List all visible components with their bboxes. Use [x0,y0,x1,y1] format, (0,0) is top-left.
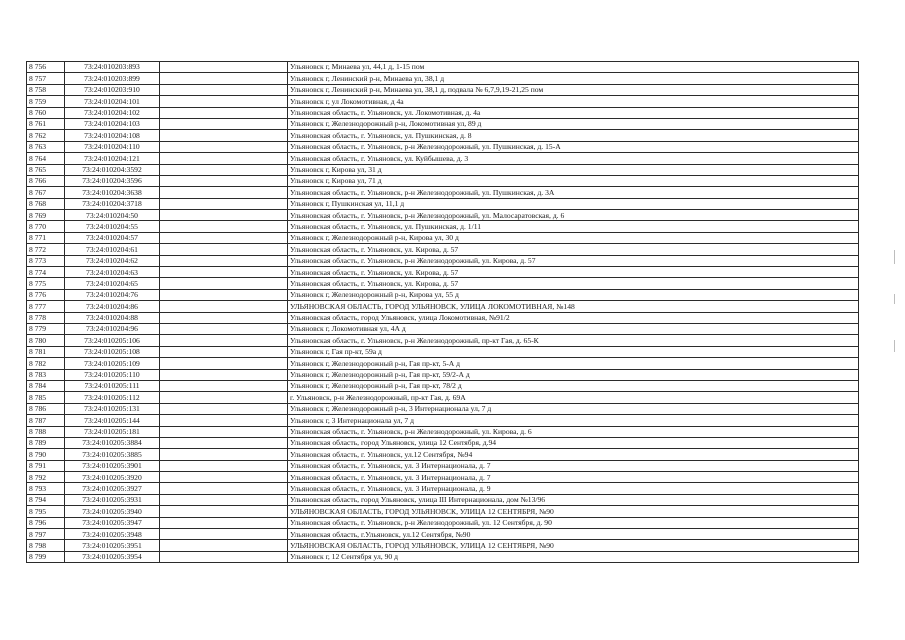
cadastral-number-cell: 73:24:010205:3947 [65,517,160,528]
empty-cell [160,551,288,562]
row-number-cell: 8 795 [27,506,65,517]
row-number-cell: 8 788 [27,426,65,437]
row-number-cell: 8 785 [27,392,65,403]
address-cell: Ульяновская область, г. Ульяновск, ул. Кирова, д. 57 [288,267,859,278]
cadastral-number-cell: 73:24:010205:111 [65,380,160,391]
cadastral-number-cell: 73:24:010204:62 [65,255,160,266]
cadastral-number-cell: 73:24:010204:65 [65,278,160,289]
empty-cell [160,164,288,175]
table-row [27,506,859,517]
cadastral-number-cell: 73:24:010203:899 [65,73,160,84]
empty-cell [160,335,288,346]
cadastral-number-cell: 73:24:010204:57 [65,232,160,243]
table-row [27,494,859,505]
address-cell: Ульяновская область, г. Ульяновск, ул. Кирова, д. 57 [288,244,859,255]
cadastral-number-cell: 73:24:010204:102 [65,107,160,118]
address-cell: Ульяновская область, г. Ульяновск, р-н Железнодорожный, ул. Малосаратовская, д. 6 [288,210,859,221]
empty-cell [160,449,288,460]
row-number-cell: 8 786 [27,403,65,414]
cadastral-number-cell: 73:24:010205:3927 [65,483,160,494]
table-row [27,312,859,323]
cadastral-number-cell: 73:24:010204:101 [65,96,160,107]
cadastral-number-cell: 73:24:010204:3718 [65,198,160,209]
table-row [27,460,859,471]
row-number-cell: 8 798 [27,540,65,551]
empty-cell [160,289,288,300]
address-cell: Ульяновская область, г. Ульяновск, р-н Железнодорожный, ул. Кирова, д. 6 [288,426,859,437]
row-number-cell: 8 791 [27,460,65,471]
row-number-cell: 8 782 [27,358,65,369]
address-cell: г. Ульяновск, р-н Железнодорожный, пр-кт Гая, д. 69А [288,392,859,403]
empty-cell [160,187,288,198]
address-cell: Ульяновская область, г. Ульяновск, ул. Куйбышева, д. 3 [288,153,859,164]
empty-cell [160,130,288,141]
cadastral-number-cell: 73:24:010204:61 [65,244,160,255]
row-number-cell: 8 767 [27,187,65,198]
address-cell: Ульяновск г, ул Локомотивная, д 4а [288,96,859,107]
cadastral-number-cell: 73:24:010205:106 [65,335,160,346]
cadastral-number-cell: 73:24:010203:910 [65,84,160,95]
row-number-cell: 8 763 [27,141,65,152]
empty-cell [160,221,288,232]
empty-cell [160,118,288,129]
row-number-cell: 8 768 [27,198,65,209]
empty-cell [160,392,288,403]
address-cell: Ульяновск г, Ленинский р-н, Минаева ул, 38,1 д [288,73,859,84]
address-cell: Ульяновская область, г. Ульяновск, р-н Железнодорожный, ул. Кирова, д. 57 [288,255,859,266]
address-cell: Ульяновская область, г. Ульяновск, ул. 3 Интернационала, д. 7 [288,472,859,483]
address-cell: Ульяновск г, Железнодорожный р-н, 3 Интернационала ул, 7 д [288,403,859,414]
cadastral-number-cell: 73:24:010204:108 [65,130,160,141]
empty-cell [160,472,288,483]
row-number-cell: 8 770 [27,221,65,232]
table-row [27,118,859,129]
row-number-cell: 8 775 [27,278,65,289]
cadastral-number-cell: 73:24:010205:181 [65,426,160,437]
table-row [27,472,859,483]
empty-cell [160,483,288,494]
cadastral-number-cell: 73:24:010205:109 [65,358,160,369]
cadastral-number-cell: 73:24:010204:86 [65,301,160,312]
row-number-cell: 8 797 [27,529,65,540]
empty-cell [160,96,288,107]
empty-cell [160,494,288,505]
row-number-cell: 8 776 [27,289,65,300]
table-row [27,244,859,255]
empty-cell [160,506,288,517]
cadastral-number-cell: 73:24:010205:3940 [65,506,160,517]
empty-cell [160,267,288,278]
table-row [27,517,859,528]
table-row [27,267,859,278]
address-cell: Ульяновская область, г. Ульяновск, ул. 3 Интернационала, д. 9 [288,483,859,494]
table-row [27,164,859,175]
cadastral-number-cell: 73:24:010205:3951 [65,540,160,551]
table-row [27,84,859,95]
cadastral-number-cell: 73:24:010205:3920 [65,472,160,483]
address-cell: Ульяновская область, г. Ульяновск, ул. Локомотивная, д. 4а [288,107,859,118]
empty-cell [160,198,288,209]
address-cell: Ульяновская область, г. Ульяновск, р-н Железнодорожный, ул. Пушкинская, д. 3А [288,187,859,198]
cadastral-number-cell: 73:24:010204:63 [65,267,160,278]
cadastral-number-cell: 73:24:010204:96 [65,323,160,334]
table-row [27,175,859,186]
address-cell: Ульяновская область, г.Ульяновск, ул.12 Сентября, №90 [288,529,859,540]
row-number-cell: 8 762 [27,130,65,141]
address-cell: Ульяновск г, Пушкинская ул, 11,1 д [288,198,859,209]
row-number-cell: 8 789 [27,437,65,448]
address-cell: Ульяновск г, Железнодорожный р-н, Кирова ул, 30 д [288,232,859,243]
empty-cell [160,403,288,414]
address-cell: Ульяновская область, г. Ульяновск, р-н Железнодорожный, ул. 12 Сентября, д. 90 [288,517,859,528]
table-row [27,358,859,369]
table-row [27,221,859,232]
table-row [27,187,859,198]
row-number-cell: 8 764 [27,153,65,164]
table-row [27,141,859,152]
address-cell: Ульяновск г, Железнодорожный р-н, Гая пр-кт, 78/2 д [288,380,859,391]
empty-cell [160,244,288,255]
row-number-cell: 8 793 [27,483,65,494]
cadastral-number-cell: 73:24:010204:55 [65,221,160,232]
scan-artifact-marks [891,250,899,360]
address-cell: Ульяновская область, г. Ульяновск, р-н Железнодорожный, ул. Пушкинская, д. 15-А [288,141,859,152]
row-number-cell: 8 781 [27,346,65,357]
table-row [27,403,859,414]
address-cell: УЛЬЯНОВСКАЯ ОБЛАСТЬ, ГОРОД УЛЬЯНОВСК, УЛИЦА ЛОКОМОТИВНАЯ, №148 [288,301,859,312]
row-number-cell: 8 772 [27,244,65,255]
empty-cell [160,323,288,334]
table-row [27,232,859,243]
address-cell: Ульяновск г, Гая пр-кт, 59а д [288,346,859,357]
table-row [27,369,859,380]
address-cell: Ульяновская область, г. Ульяновск, ул. Кирова, д. 57 [288,278,859,289]
address-cell: УЛЬЯНОВСКАЯ ОБЛАСТЬ, ГОРОД УЛЬЯНОВСК, УЛИЦА 12 СЕНТЯБРЯ, №90 [288,506,859,517]
row-number-cell: 8 774 [27,267,65,278]
cadastral-number-cell: 73:24:010205:144 [65,415,160,426]
empty-cell [160,460,288,471]
table-row [27,551,859,562]
row-number-cell: 8 765 [27,164,65,175]
row-number-cell: 8 787 [27,415,65,426]
property-registry-table [26,61,859,563]
row-number-cell: 8 778 [27,312,65,323]
row-number-cell: 8 760 [27,107,65,118]
empty-cell [160,415,288,426]
empty-cell [160,175,288,186]
cadastral-number-cell: 73:24:010205:112 [65,392,160,403]
address-cell: Ульяновская область, г. Ульяновск, ул. 3 Интернационала, д. 7 [288,460,859,471]
table-row [27,415,859,426]
cadastral-number-cell: 73:24:010204:121 [65,153,160,164]
row-number-cell: 8 771 [27,232,65,243]
row-number-cell: 8 758 [27,84,65,95]
cadastral-number-cell: 73:24:010204:3638 [65,187,160,198]
empty-cell [160,529,288,540]
empty-cell [160,426,288,437]
cadastral-number-cell: 73:24:010205:108 [65,346,160,357]
table-row [27,380,859,391]
empty-cell [160,210,288,221]
address-cell: Ульяновск г, Локомотивная ул, 4А д [288,323,859,334]
table-row [27,73,859,84]
table-row [27,210,859,221]
address-cell: УЛЬЯНОВСКАЯ ОБЛАСТЬ, ГОРОД УЛЬЯНОВСК, УЛИЦА 12 СЕНТЯБРЯ, №90 [288,540,859,551]
row-number-cell: 8 756 [27,62,65,73]
table-row [27,153,859,164]
address-cell: Ульяновская область, город Ульяновск, улица Локомотивная, №91/2 [288,312,859,323]
row-number-cell: 8 761 [27,118,65,129]
row-number-cell: 8 769 [27,210,65,221]
address-cell: Ульяновск г, Ленинский р-н, Минаева ул, 38,1 д, подвала № 6,7,9,19-21,25 пом [288,84,859,95]
table-row [27,540,859,551]
address-cell: Ульяновск г, Железнодорожный р-н, Локомотивная ул, 89 д [288,118,859,129]
empty-cell [160,84,288,95]
row-number-cell: 8 783 [27,369,65,380]
table-row [27,335,859,346]
address-cell: Ульяновск г, Кирова ул, 71 д [288,175,859,186]
empty-cell [160,141,288,152]
table-row [27,278,859,289]
cadastral-number-cell: 73:24:010204:103 [65,118,160,129]
cadastral-number-cell: 73:24:010204:88 [65,312,160,323]
cadastral-number-cell: 73:24:010205:3948 [65,529,160,540]
row-number-cell: 8 779 [27,323,65,334]
address-cell: Ульяновск г, Минаева ул, 44,1 д, 1-15 пом [288,62,859,73]
empty-cell [160,278,288,289]
row-number-cell: 8 780 [27,335,65,346]
empty-cell [160,358,288,369]
cadastral-number-cell: 73:24:010203:893 [65,62,160,73]
table-row [27,346,859,357]
cadastral-number-cell: 73:24:010204:3592 [65,164,160,175]
address-cell: Ульяновская область, г. Ульяновск, ул. Пушкинская, д. 8 [288,130,859,141]
document-page [26,61,859,563]
table-row [27,437,859,448]
cadastral-number-cell: 73:24:010205:3931 [65,494,160,505]
empty-cell [160,517,288,528]
empty-cell [160,346,288,357]
row-number-cell: 8 766 [27,175,65,186]
cadastral-number-cell: 73:24:010205:3954 [65,551,160,562]
address-cell: Ульяновская область, г. Ульяновск, ул. Пушкинская, д. 1/11 [288,221,859,232]
cadastral-number-cell: 73:24:010204:76 [65,289,160,300]
row-number-cell: 8 792 [27,472,65,483]
address-cell: Ульяновская область, г. Ульяновск, ул.12 Сентября, №94 [288,449,859,460]
row-number-cell: 8 784 [27,380,65,391]
address-cell: Ульяновск г, Железнодорожный р-н, Гая пр-кт, 59/2-А д [288,369,859,380]
table-row [27,301,859,312]
row-number-cell: 8 796 [27,517,65,528]
address-cell: Ульяновск г, Железнодорожный р-н, Гая пр-кт, 5-А д [288,358,859,369]
address-cell: Ульяновская область, город Ульяновск, улица III Интернационала, дом №13/96 [288,494,859,505]
empty-cell [160,312,288,323]
table-row [27,107,859,118]
table-row [27,289,859,300]
empty-cell [160,107,288,118]
cadastral-number-cell: 73:24:010205:110 [65,369,160,380]
table-row [27,96,859,107]
address-cell: Ульяновск г, Кирова ул, 31 д [288,164,859,175]
empty-cell [160,73,288,84]
empty-cell [160,380,288,391]
address-cell: Ульяновск г, Железнодорожный р-н, Кирова ул, 55 д [288,289,859,300]
empty-cell [160,153,288,164]
row-number-cell: 8 759 [27,96,65,107]
row-number-cell: 8 777 [27,301,65,312]
row-number-cell: 8 773 [27,255,65,266]
cadastral-number-cell: 73:24:010205:131 [65,403,160,414]
table-row [27,255,859,266]
registry-table-body [27,62,859,563]
row-number-cell: 8 794 [27,494,65,505]
row-number-cell: 8 799 [27,551,65,562]
address-cell: Ульяновская область, г. Ульяновск, р-н Железнодорожный, пр-кт Гая, д. 65-К [288,335,859,346]
cadastral-number-cell: 73:24:010204:3596 [65,175,160,186]
address-cell: Ульяновск г, 3 Интернационала ул, 7 д [288,415,859,426]
empty-cell [160,255,288,266]
cadastral-number-cell: 73:24:010205:3885 [65,449,160,460]
empty-cell [160,232,288,243]
empty-cell [160,540,288,551]
empty-cell [160,62,288,73]
table-row [27,483,859,494]
table-row [27,198,859,209]
cadastral-number-cell: 73:24:010204:50 [65,210,160,221]
empty-cell [160,369,288,380]
cadastral-number-cell: 73:24:010204:110 [65,141,160,152]
table-row [27,449,859,460]
table-row [27,529,859,540]
row-number-cell: 8 757 [27,73,65,84]
cadastral-number-cell: 73:24:010205:3901 [65,460,160,471]
address-cell: Ульяновск г, 12 Сентября ул, 90 д [288,551,859,562]
empty-cell [160,437,288,448]
table-row [27,426,859,437]
address-cell: Ульяновская область, город Ульяновск, улица 12 Сентября, д.94 [288,437,859,448]
table-row [27,323,859,334]
row-number-cell: 8 790 [27,449,65,460]
cadastral-number-cell: 73:24:010205:3884 [65,437,160,448]
table-row [27,392,859,403]
empty-cell [160,301,288,312]
table-row [27,62,859,73]
table-row [27,130,859,141]
